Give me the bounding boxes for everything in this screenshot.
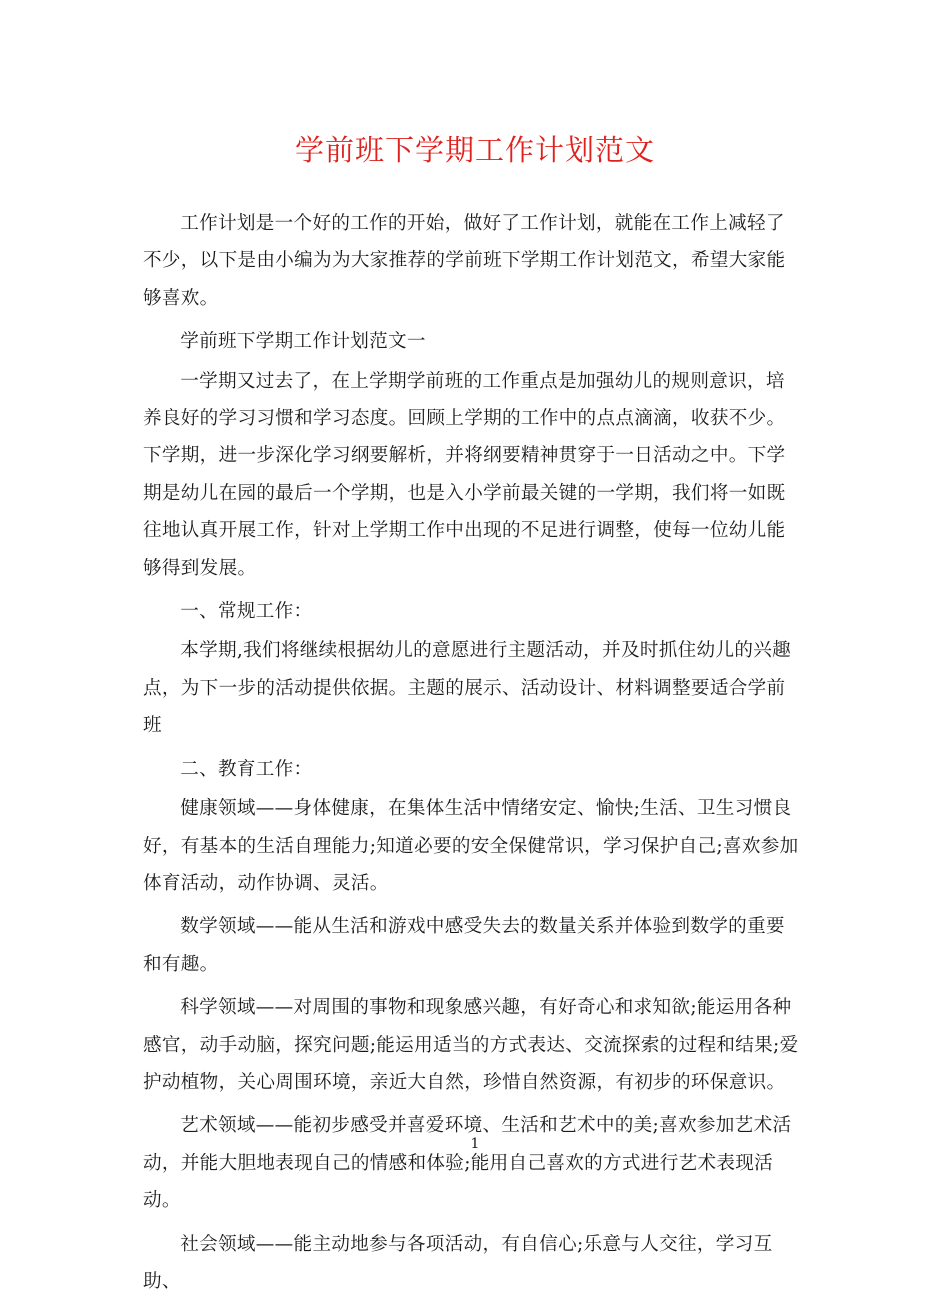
science-domain-paragraph: 科学领域——对周围的事物和现象感兴趣，有好奇心和求知欲;能运用各种感官，动手动脑，探究问题;能运用适当的方式表达、交流探索的过程和结果;爱护动植物，关心周围环境，亲近大自然，珍惜自然资源，有初步的环保意识。: [143, 997, 799, 1093]
health-domain-paragraph: 健康领域——身体健康，在集体生活中情绪安定、愉快;生活、卫生习惯良好，有基本的生活自理能力;知道必要的安全保健常识，学习保护自己;喜欢参加体育活动，动作协调、灵活。: [143, 798, 799, 894]
intro-paragraph: 工作计划是一个好的工作的开始，做好了工作计划，就能在工作上减轻了不少，以下是由小编为为大家推荐的学前班下学期工作计划范文，希望大家能够喜欢。: [143, 213, 786, 309]
overview-paragraph: 一学期又过去了，在上学期学前班的工作重点是加强幼儿的规则意识，培养良好的学习习惯和学习态度。回顾上学期的工作中的点点滴滴，收获不少。下学期，进一步深化学习纲要解析，并将纲要精神贯穿于一日活动之中。下学期是幼儿在园的最后一个学期，也是入小学前最关键的一学期，我们将一如既往地认真开展工作，针对上学期工作中出现的不足进行调整，使每一位幼儿能够得到发展。: [143, 370, 786, 579]
section-heading-sample-one: 学前班下学期工作计划范文一: [180, 331, 426, 353]
art-domain-paragraph: 艺术领域——能初步感受并喜爱环境、生活和艺术中的美;喜欢参加艺术活动，并能大胆地表现自己的情感和体验;能用自己喜欢的方式进行艺术表现活动。: [143, 1115, 792, 1212]
section-heading-routine-work: 一、常规工作：: [180, 601, 313, 623]
section-heading-education-work: 二、教育工作：: [180, 758, 313, 780]
math-domain-paragraph: 数学领域——能从生活和游戏中感受失去的数量关系并体验到数学的重要和有趣。: [143, 916, 785, 975]
document-title: 学前班下学期工作计划范文: [294, 133, 655, 167]
social-domain-paragraph: 社会领域——能主动地参与各项活动，有自信心;乐意与人交往，学习互助、: [143, 1233, 773, 1292]
page-number: 1: [470, 1136, 480, 1152]
routine-work-paragraph: 本学期,我们将继续根据幼儿的意愿进行主题活动，并及时抓住幼儿的兴趣点，为下一步的活动提供依据。主题的展示、活动设计、材料调整要适合学前班: [143, 640, 791, 737]
